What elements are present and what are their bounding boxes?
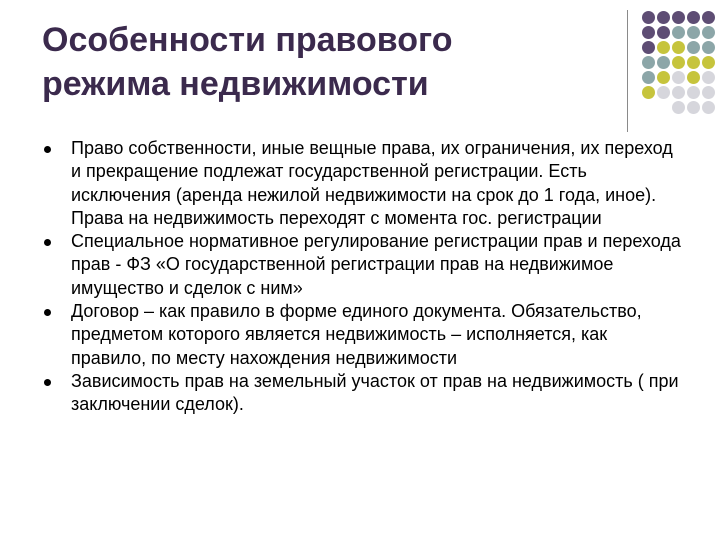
decorative-dot <box>687 26 700 39</box>
decorative-dot <box>672 41 685 54</box>
decorative-dot <box>687 101 700 114</box>
slide-title <box>42 18 602 106</box>
bullet-item <box>44 230 684 300</box>
decorative-dot <box>672 11 685 24</box>
decorative-dot <box>642 11 655 24</box>
bullet-text: Договор – как правило в форме единого документа. Обязательство, предметом которого является недвижимость – исполняется, как правило, по месту нахождения недвижимости <box>71 301 642 368</box>
bullet-dot-icon <box>44 309 51 316</box>
bullet-list <box>44 137 684 417</box>
decorative-dot <box>687 11 700 24</box>
decorative-dot <box>687 86 700 99</box>
bullet-dot-icon <box>44 239 51 246</box>
decorative-dot <box>672 71 685 84</box>
decorative-dot-grid <box>642 11 720 115</box>
decorative-dot <box>702 26 715 39</box>
bullet-dot-icon <box>44 379 51 386</box>
decorative-dot <box>687 56 700 69</box>
decorative-dot <box>642 26 655 39</box>
title-line-1: Особенности правового <box>42 21 453 59</box>
title-line-2: режима недвижимости <box>42 65 429 103</box>
decorative-dot <box>657 71 670 84</box>
decorative-dot <box>657 56 670 69</box>
decorative-dot <box>642 56 655 69</box>
decorative-dot <box>657 26 670 39</box>
decorative-dot <box>657 86 670 99</box>
decorative-dot <box>702 41 715 54</box>
decorative-dot <box>642 41 655 54</box>
title-divider-line <box>627 10 628 132</box>
decorative-dot <box>657 41 670 54</box>
bullet-item <box>44 370 684 417</box>
decorative-dot <box>702 56 715 69</box>
decorative-dot <box>672 56 685 69</box>
bullet-text: Зависимость прав на земельный участок от прав на недвижимость ( при заключении сделок). <box>71 370 679 415</box>
decorative-dot <box>642 86 655 99</box>
decorative-dot <box>672 101 685 114</box>
bullet-text: Право собственности, иные вещные права, их ограничения, их переход и прекращение подлежат государственной регистрации. Есть исключения (аренда нежилой недвижимости на срок до 1 года, иное). Права на недвижимость переходят с момента гос. регистрации <box>71 138 673 228</box>
decorative-dot <box>702 11 715 24</box>
decorative-dot <box>702 101 715 114</box>
decorative-dot <box>642 71 655 84</box>
decorative-dot <box>702 71 715 84</box>
decorative-dot <box>687 41 700 54</box>
decorative-dot <box>657 11 670 24</box>
decorative-dot <box>672 86 685 99</box>
bullet-item <box>44 300 684 370</box>
decorative-dot <box>687 71 700 84</box>
decorative-dot <box>702 86 715 99</box>
bullet-text: Специальное нормативное регулирование регистрации прав и перехода прав - ФЗ «О государственной регистрации прав на недвижимое имущество и сделок с ним» <box>71 231 681 298</box>
bullet-item <box>44 137 684 230</box>
bullet-dot-icon <box>44 146 51 153</box>
decorative-dot <box>672 26 685 39</box>
